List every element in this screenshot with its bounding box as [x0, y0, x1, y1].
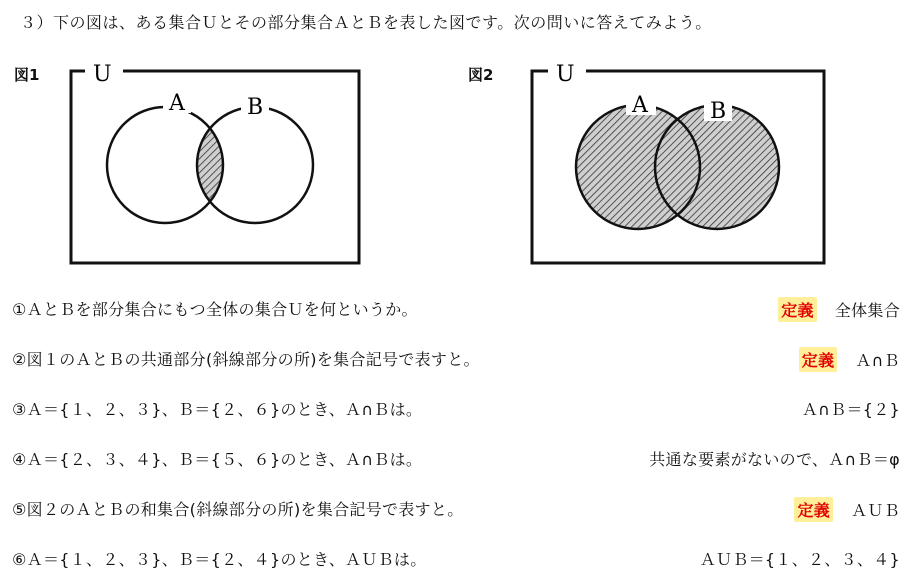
answer-1 — [778, 297, 900, 322]
definition-badge: 定義 — [799, 347, 838, 372]
answer-6 — [700, 547, 900, 570]
answer-text: 共通な要素がないので、Ａ∩Ｂ＝φ — [649, 450, 900, 469]
universe-label: U — [556, 62, 575, 87]
figure-1-label: 図1 — [14, 66, 40, 84]
intro-text: ３）下の図は、ある集合Ｕとその部分集合ＡとＢを表した図です。次の問いに答えてみよう。 — [20, 13, 712, 32]
answer-2 — [799, 347, 900, 372]
answer-3 — [802, 397, 900, 420]
answer-text: ＡＵＢ — [851, 501, 900, 520]
question-6: ⑥Ａ＝{１、２、３}、Ｂ＝{２、４}のとき、ＡＵＢは。 — [12, 550, 427, 569]
answer-text: ＡＵＢ＝{１、２、３、４} — [699, 550, 900, 569]
question-3: ③Ａ＝{１、２、３}、Ｂ＝{２、６}のとき、Ａ∩Ｂは。 — [12, 400, 423, 419]
answer-text: Ａ∩Ｂ＝{２} — [801, 400, 900, 419]
venn-diagram-intersection — [55, 55, 375, 280]
answer-5 — [794, 497, 900, 522]
set-b-label: B — [247, 95, 264, 120]
answer-text: 全体集合 — [834, 301, 900, 320]
universe-label: U — [93, 62, 112, 87]
set-b-label: B — [710, 99, 727, 124]
answer-4 — [649, 447, 900, 470]
answer-text: Ａ∩Ｂ — [855, 351, 900, 370]
question-2: ②図１のＡとＢの共通部分(斜線部分の所)を集合記号で表すと。 — [12, 350, 480, 369]
question-5: ⑤図２のＡとＢの和集合(斜線部分の所)を集合記号で表すと。 — [12, 500, 464, 519]
set-a-label: A — [169, 91, 185, 116]
question-1: ①ＡとＢを部分集合にもつ全体の集合Ｕを何というか。 — [12, 300, 418, 319]
figure-2-label: 図2 — [468, 66, 494, 84]
question-4: ④Ａ＝{２、３、４}、Ｂ＝{５、６}のとき、Ａ∩Ｂは。 — [12, 450, 423, 469]
definition-badge: 定義 — [778, 297, 817, 322]
venn-diagram-union — [520, 55, 840, 280]
definition-badge: 定義 — [794, 497, 833, 522]
set-a-label: A — [632, 93, 648, 118]
